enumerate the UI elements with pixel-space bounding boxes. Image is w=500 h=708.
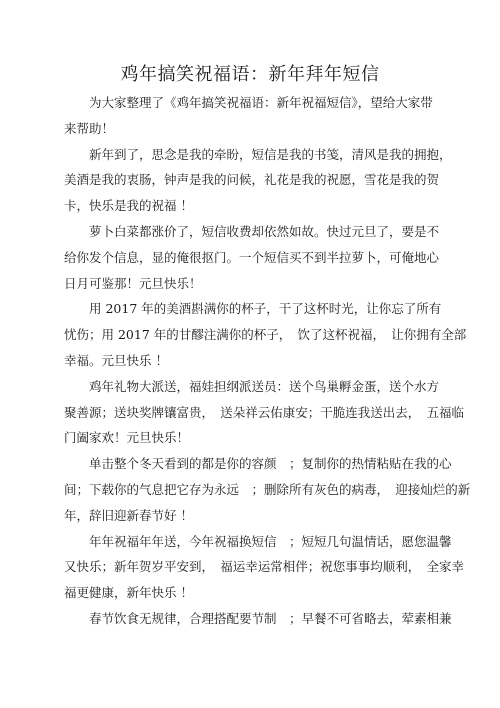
text-line: 春节饮食无规律，合理搭配要节制 ；早餐不可省略去，荤素相兼: [64, 610, 452, 626]
text-line: 年，辞旧迎新春节好 ！: [64, 507, 193, 523]
text-line: 鸡年礼物大派送，福娃担纲派送员：送个鸟巢孵金蛋，送个水方: [64, 378, 440, 394]
text-line: 为大家整理了《鸡年搞笑祝福语：新年祝福短信》，望给大家带: [64, 95, 433, 110]
text-line: 单击整个冬天看到的都是你的容颜 ；复制你的热情粘贴在我的心: [64, 456, 452, 472]
paragraph: [64, 296, 467, 373]
text-line: 聚善源；送块奖牌镶富贵， 送朵祥云佑康安；干脆连我送出去， 五福临: [64, 404, 465, 420]
text-line: 又快乐；新年贺岁平安到， 福运幸运常相伴；祝您事事均顺利， 全家幸: [64, 559, 465, 575]
text-line: 忧伤；用 2017 年的甘醪注满你的杯子， 饮了这杯祝福， 让你拥有全部: [64, 327, 467, 343]
text-line: 福更健康，新年快乐 ！: [64, 585, 193, 601]
paragraph: [64, 451, 471, 528]
paragraph: [64, 142, 452, 219]
text-line: 幸福。元旦快乐 ！: [64, 352, 168, 368]
text-line: 间；下载你的气息把它存为永远 ；删除所有灰色的病毒， 迎接灿烂的新: [64, 481, 471, 497]
paragraph: [64, 606, 452, 632]
document-body: [64, 90, 471, 632]
text-line: 给你发个信息，显的俺很抠门。一个短信买不到半拉萝卜，可俺地心: [64, 249, 440, 265]
paragraph: [64, 529, 465, 606]
text-line: 年年祝福年年送，今年祝福换短信 ；短短几句温情话，愿您温馨: [64, 533, 452, 549]
text-line: 日月可鉴那！元旦快乐！: [64, 275, 202, 291]
text-line: 来帮助！: [64, 120, 115, 136]
text-line: 卡，快乐是我的祝福 ！: [64, 198, 193, 214]
text-line: 萝卜白菜都涨价了，短信收费却依然如故。快过元旦了，要是不: [64, 223, 440, 239]
paragraph: [64, 90, 444, 142]
paragraph: [64, 219, 444, 296]
text-line: 用 2017 年的美酒斟满你的杯子，干了这杯时光，让你忘了所有: [64, 301, 442, 317]
paragraph: [64, 374, 465, 451]
page-title: 鸡年搞笑祝福语：新年拜年短信: [120, 64, 380, 85]
text-line: 新年到了，思念是我的牵盼，短信是我的书笺，清风是我的拥抱，: [64, 146, 452, 162]
text-line: 美酒是我的衷肠，钟声是我的问候，礼花是我的祝愿，雪花是我的贺: [64, 172, 440, 188]
text-line: 门阖家欢！元旦快乐！: [64, 430, 190, 446]
